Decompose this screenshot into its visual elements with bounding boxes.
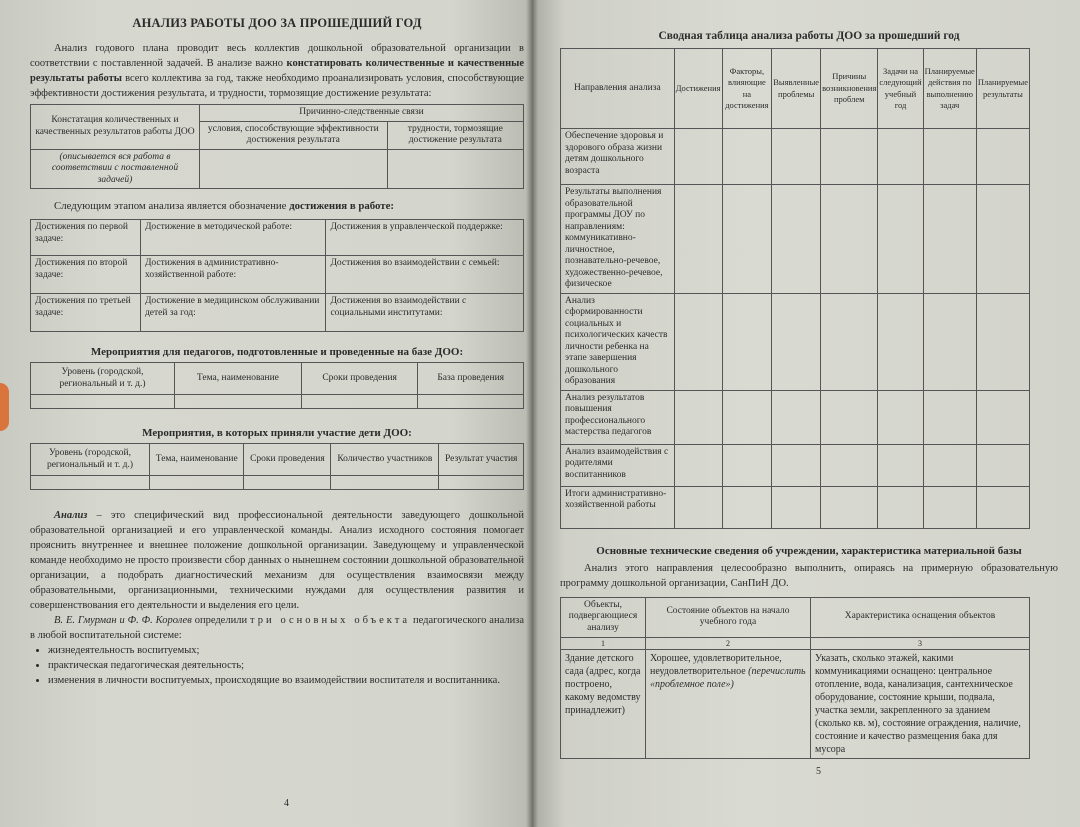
summary-header: Факторы, влияющие на достижения bbox=[722, 49, 772, 129]
achievement-cell: Достижения в административно-хозяйственной работе: bbox=[140, 256, 325, 294]
left-page-number: 4 bbox=[284, 798, 289, 809]
right-page-number: 5 bbox=[816, 766, 821, 777]
summary-header: Выявленные проблемы bbox=[772, 49, 821, 129]
causal-empty-cell bbox=[387, 149, 523, 189]
events-children-heading: Мероприятия, в которых приняли участие дети ДОО: bbox=[142, 427, 412, 439]
list-item: • практическая педагогическая деятельность; bbox=[48, 658, 524, 673]
authors-paragraph bbox=[30, 613, 524, 643]
list-item: • жизнедеятельность воспитуемых; bbox=[48, 643, 524, 658]
achievement-cell: Достижения по третьей задаче: bbox=[31, 294, 141, 332]
intro-text-1: Анализ годового плана проводит весь коллектив дошкольной образовательной организации в соответствии с поставленной задачей. В анализе важно bbox=[30, 43, 524, 69]
causal-empty-cell bbox=[200, 149, 388, 189]
tech-heading: Основные технические сведения об учреждении, характеристика материальной базы bbox=[596, 544, 1022, 557]
summary-row-label: Итоги административно-хозяйственной работы bbox=[561, 486, 675, 528]
summary-row-label: Анализ взаимодействия с родителями воспитанников bbox=[561, 444, 675, 486]
tech-state-text: Хорошее, удовлетворительное, неудовлетворительное bbox=[650, 653, 782, 677]
events-children-table bbox=[30, 443, 524, 490]
tech-col-number: 3 bbox=[811, 637, 1030, 650]
events-children-header: Количество участников bbox=[331, 444, 439, 476]
causal-col1-header: Констатация количественных и качественных результатов работы ДОО bbox=[31, 105, 200, 150]
tech-intro: Анализ этого направления целесообразно выполнить, опираясь на примерную образовательную программу дошкольной организации, СанПиН ДО. bbox=[560, 562, 1058, 589]
authors: В. Е. Гмурман и Ф. Ф. Королев bbox=[54, 615, 192, 626]
causal-sub2: трудности, тормозящие достижение результата bbox=[387, 121, 523, 149]
tech-object-cell: Здание детского сада (адрес, когда построено, какому ведомству принадлежит) bbox=[561, 650, 646, 759]
events-children-header: Тема, наименование bbox=[150, 444, 244, 476]
summary-table-title: Сводная таблица анализа работы ДОО за прошедший год bbox=[658, 30, 960, 42]
summary-header: Направления анализа bbox=[561, 49, 675, 129]
intro-text-2: всего коллектива за год, также необходимо проанализировать условия, способствующие эффективности достижения результата, и трудности, тормозящие достижение результата: bbox=[30, 73, 524, 99]
analysis-paragraph bbox=[30, 508, 524, 613]
tech-header: Характеристика оснащения объектов bbox=[811, 597, 1030, 637]
events-teachers-header: Тема, наименование bbox=[175, 363, 302, 395]
achievement-cell: Достижения по второй задаче: bbox=[31, 256, 141, 294]
summary-row-label: Анализ сформированности социальных и психологических качеств личности ребенка на этапе завершения дошкольного образования bbox=[561, 293, 675, 390]
summary-row-label: Анализ результатов повышения профессионального мастерства педагогов bbox=[561, 390, 675, 444]
objects-list bbox=[30, 643, 524, 688]
events-teachers-header: База проведения bbox=[418, 363, 524, 395]
tech-state-cell bbox=[646, 650, 811, 759]
intro-bold: констатировать количественные и качественные результаты работы bbox=[30, 58, 524, 84]
achievements-heading bbox=[30, 199, 524, 214]
summary-row-label: Результаты выполнения образовательной программы ДОУ по направлениям: коммуникативно-личностное, познавательно-речевое, художественно-речевое, физическое bbox=[561, 185, 675, 294]
analysis-term: Анализ bbox=[54, 510, 88, 521]
summary-row-label: Обеспечение здоровья и здорового образа жизни детям дошкольного возраста bbox=[561, 129, 675, 185]
causal-note: (описывается вся работа в соответствии с поставленной задачей) bbox=[31, 149, 200, 189]
summary-header: Задачи на следующий учебный год bbox=[878, 49, 923, 129]
summary-header: Планируемые действия по выполнению задач bbox=[923, 49, 976, 129]
tech-equipment-cell: Указать, сколько этажей, какими коммуникациями оснащено: центральное отопление, вода, канализация, сантехническое оборудование, состояние крыши, подвала, участка земли, закрепленного за зданием (сколько кв. м), состояние ограждения, наличие, состояние и качество размещения бака для мусора bbox=[811, 650, 1030, 759]
summary-header: Достижения bbox=[674, 49, 722, 129]
right-page bbox=[532, 0, 1080, 827]
events-teachers-table bbox=[30, 362, 524, 409]
tech-state-italic: (перечислить «проблемное поле») bbox=[650, 666, 806, 690]
achievement-cell: Достижения по первой задаче: bbox=[31, 220, 141, 256]
achievements-table bbox=[30, 219, 524, 332]
list-item: • изменения в личности воспитуемых, происходящие во взаимодействии воспитателя и воспитанника. bbox=[48, 673, 524, 688]
book-gutter bbox=[526, 0, 538, 827]
orange-edge bbox=[0, 383, 9, 431]
left-page-title: АНАЛИЗ РАБОТЫ ДОО ЗА ПРОШЕДШИЙ ГОД bbox=[132, 16, 422, 30]
causal-group-header: Причинно-следственные связи bbox=[200, 105, 524, 122]
achievements-heading-bold: достижения в работе: bbox=[289, 200, 394, 212]
achievement-cell: Достижение в методической работе: bbox=[140, 220, 325, 256]
summary-table bbox=[560, 48, 1030, 529]
left-page bbox=[0, 0, 532, 827]
achievement-cell: Достижения во взаимодействии с социальными институтами: bbox=[326, 294, 524, 332]
analysis-text: – это специфический вид профессиональной деятельности заведующего дошкольной образовательной организацией и его управленческой команды. Анализ исходного состояния помогает прояснить внутреннее и внешнее положение дошкольной организации. Заведующему и управленческой команде необходимо не просто произвести сбор данных о нынешнем состоянии дошкольной образовательной организации, а подобрать диагностический механизм для осуществления взаимосвязи между образовательными, организационными, техническими нуждами для осуществления развития и совершенствования его деятельности и выделения его цели. bbox=[30, 510, 524, 611]
tech-header: Объекты, подвергающиеся анализу bbox=[561, 597, 646, 637]
achievement-cell: Достижения в управленческой поддержке: bbox=[326, 220, 524, 256]
tech-col-number: 2 bbox=[646, 637, 811, 650]
three-objects: три основных объекта bbox=[249, 615, 411, 626]
events-teachers-header: Уровень (городской, региональный и т. д.) bbox=[31, 363, 175, 395]
tech-table bbox=[560, 597, 1030, 760]
authors-text-1: определили bbox=[191, 615, 250, 626]
tech-col-number: 1 bbox=[561, 637, 646, 650]
achievements-heading-pre: Следующим этапом анализа является обозначение bbox=[54, 200, 290, 212]
summary-header: Планируемые результаты bbox=[976, 49, 1029, 129]
events-teachers-header: Сроки проведения bbox=[301, 363, 418, 395]
tech-header: Состояние объектов на начало учебного года bbox=[646, 597, 811, 637]
summary-header: Причины возникновения проблем bbox=[821, 49, 878, 129]
achievement-cell: Достижения во взаимодействии с семьей: bbox=[326, 256, 524, 294]
events-teachers-heading: Мероприятия для педагогов, подготовленные и проведенные на базе ДОО: bbox=[90, 346, 464, 358]
authors-text-2: педагогического анализа в любой воспитательной системе: bbox=[30, 615, 524, 641]
events-children-header: Сроки проведения bbox=[244, 444, 331, 476]
causal-table bbox=[30, 104, 524, 189]
events-children-header: Уровень (городской, региональный и т. д.) bbox=[31, 444, 150, 476]
intro-paragraph bbox=[30, 41, 524, 101]
achievement-cell: Достижение в медицинском обслуживании детей за год: bbox=[140, 294, 325, 332]
events-children-header: Результат участия bbox=[439, 444, 524, 476]
causal-sub1: условия, способствующие эффективности достижения результата bbox=[200, 121, 388, 149]
